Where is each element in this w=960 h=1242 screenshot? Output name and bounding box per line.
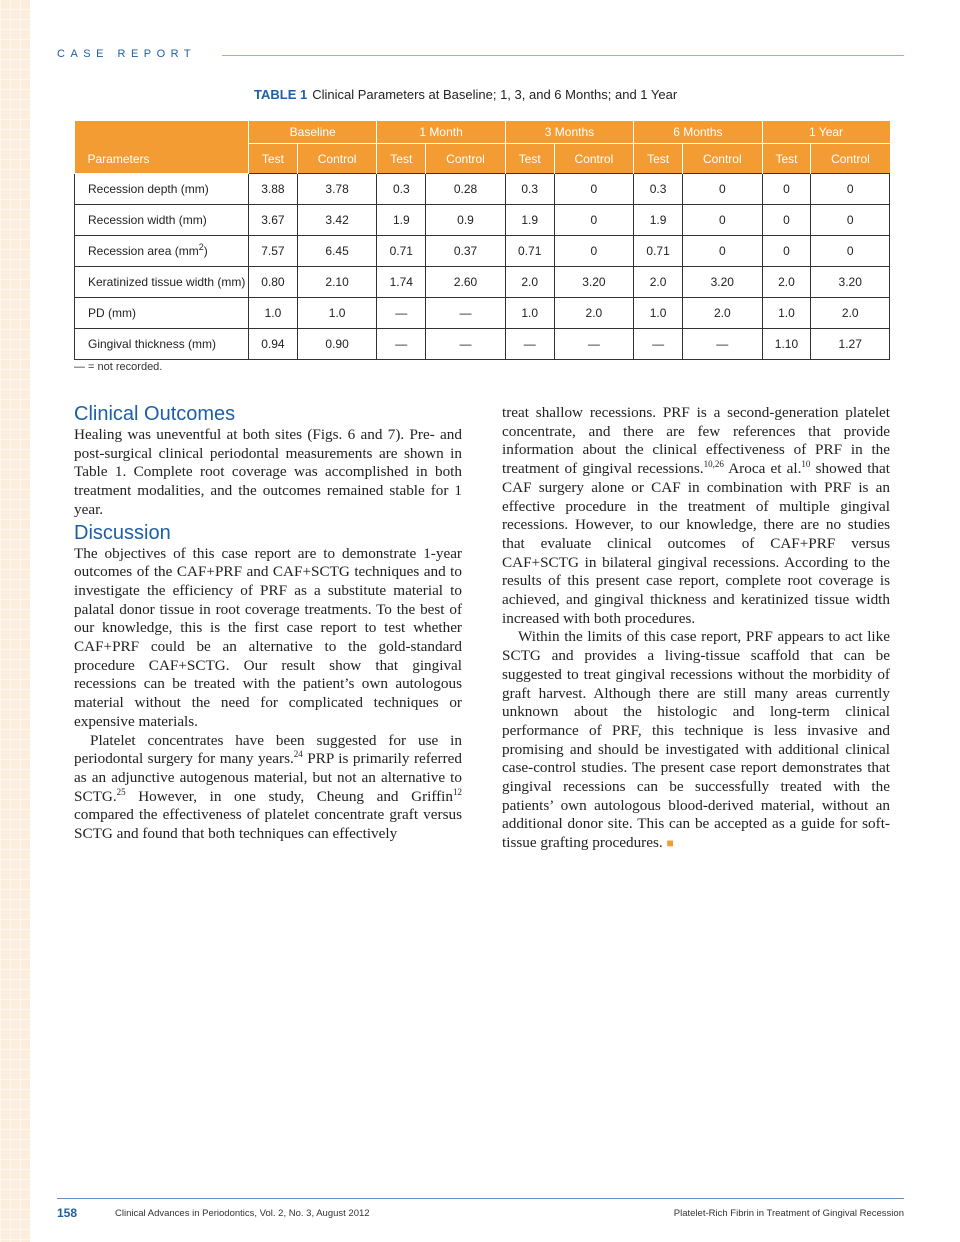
decorative-side-strip [0,0,30,1242]
table-cell: 1.27 [811,329,890,360]
table-cell: 1.0 [634,298,683,329]
table-cell: 0.71 [634,236,683,267]
table-cell: 0 [554,236,634,267]
table-row [75,267,890,298]
table-cell: 3.20 [683,267,763,298]
table-cell: — [554,329,634,360]
table-cell: 1.74 [377,267,426,298]
group-header: 6 Months [634,121,762,144]
right-text-column [502,404,890,853]
subheader-test: Test [634,144,683,174]
journal-citation: Clinical Advances in Periodontics, Vol. 2, No. 3, August 2012 [115,1208,370,1219]
text-run: treat shallow recessions. PRF is a second-generation platelet concentrate, and there are few references that provide information about the clinical effectiveness of PRF in the treatment of gingival recessions. [502,404,890,478]
table-cell: 1.9 [377,205,426,236]
row-label [75,329,249,360]
row-label [75,298,249,329]
table-cell: 2.0 [505,267,554,298]
subheader-control: Control [426,144,506,174]
subheader-test: Test [249,144,298,174]
text-run: Platelet concentrates have been suggested for use in periodontal surgery for many years. [74,731,462,768]
row-label-text: PD (mm) [88,306,136,320]
subheader-control: Control [683,144,763,174]
table-row [75,174,890,205]
heading-clinical-outcomes: Clinical Outcomes [74,403,236,425]
table-cell: 0.3 [505,174,554,205]
text-run: PRP is primarily referred as an adjunctive autogenous material, but not an alternative to SCTG. [74,750,463,805]
table-footnote: — = not recorded. [74,361,163,373]
row-label-text: Gingival thickness (mm) [88,337,217,351]
table-cell: 0.71 [377,236,426,267]
citation: 24 [293,749,303,760]
table-cell: 6.45 [297,236,377,267]
table-cell: 1.9 [634,205,683,236]
text-run: Aroca et al. [723,460,802,478]
table-cell: — [426,329,506,360]
table-cell: 0.28 [426,174,506,205]
row-label-text: ) [203,244,208,258]
paragraph: Healing was uneventful at both sites (Figs. 6 and 7). Pre- and post-surgical clinical periodontal measurements are shown in Table 1. Complete root coverage was accomplished in both treatment modalities, and the outcomes remained stable for 1 year. [74,426,462,518]
table-row [75,236,890,267]
table-label: TABLE 1 [254,87,308,102]
table-cell: — [683,329,763,360]
page-number: 158 [57,1206,78,1220]
table-cell: 1.9 [505,205,554,236]
group-header: 3 Months [505,121,633,144]
heading-discussion: Discussion [74,521,171,544]
table-cell: — [377,298,426,329]
subheader-control: Control [554,144,634,174]
row-label-text: Recession area (mm [88,244,199,258]
table-cell: 2.0 [554,298,634,329]
row-label-text: Recession width (mm) [88,213,207,227]
table-cell: 3.78 [297,174,377,205]
table-cell: 2.0 [683,298,763,329]
clinical-parameters-table [74,121,890,360]
subheader-control: Control [297,144,377,174]
text-run: compared the effectiveness of platelet concentrate graft versus SCTG and found that both techniques can effectively [74,806,462,843]
row-label-text: Keratinized tissue width (mm) [88,275,246,289]
unit-exponent: 2 [198,242,204,252]
left-text-column [74,402,462,844]
table-cell: 0 [683,236,763,267]
table-cell: 0.3 [634,174,683,205]
table-cell: 2.0 [634,267,683,298]
section-label: CASE REPORT [57,48,197,60]
table-row [75,329,890,360]
paragraph [502,404,890,628]
table-cell: — [634,329,683,360]
paragraph [502,628,890,852]
table-cell: 0.71 [505,236,554,267]
table-cell: 2.10 [297,267,377,298]
citation: 10 [801,459,811,470]
row-label [75,236,249,267]
table-row [75,205,890,236]
subheader-test: Test [505,144,554,174]
citation: 25 [116,786,126,797]
text-run: However, in one study, Cheung and Griffin [125,787,453,805]
row-label-text: Recession depth (mm) [88,182,209,196]
table-cell: 0 [762,236,811,267]
table-cell: 0.94 [249,329,298,360]
table-cell: 3.67 [249,205,298,236]
table-group-header-row [75,121,890,144]
row-label [75,205,249,236]
table-cell: 0.9 [426,205,506,236]
table-cell: 0 [811,236,890,267]
row-label [75,267,249,298]
table-cell: 2.0 [811,298,890,329]
table-cell: 0 [683,174,763,205]
group-header: 1 Month [377,121,505,144]
paragraph: The objectives of this case report are to demonstrate 1-year outcomes of the CAF+PRF and CAF+SCTG techniques and to investigate the efficiency of PRF as a substitute material to palatal donor tissue in root coverage treatments. To the best of our knowledge, this is the first case report to test whether CAF+PRF could be an alternative to the gold-standard procedure CAF+SCTG. Our result show that gingival recessions can be treated with the patient’s own autologous material without the need for complicated techniques or expensive materials. [74,544,462,730]
subheader-test: Test [377,144,426,174]
table-cell: 0 [554,205,634,236]
row-label [75,174,249,205]
end-of-article-icon: ■ [666,836,674,851]
group-header: Baseline [249,121,377,144]
table-cell: 2.0 [762,267,811,298]
paragraph [74,732,462,844]
table-cell: 0 [811,174,890,205]
table-cell: 3.20 [811,267,890,298]
table-cell: 0.90 [297,329,377,360]
table-cell: 0 [554,174,634,205]
subheader-test: Test [762,144,811,174]
table-caption [254,87,677,102]
header-rule [222,55,904,56]
table-cell: 0 [762,205,811,236]
param-column-header: Parameters [75,121,249,174]
table-row [75,298,890,329]
footer-rule [57,1198,904,1199]
table-cell: 1.0 [762,298,811,329]
table-cell: 3.42 [297,205,377,236]
table-cell: 7.57 [249,236,298,267]
citation: 12 [453,786,462,797]
table-cell: 0 [762,174,811,205]
text-run: showed that CAF surgery alone or CAF in combination with PRF is an effective procedure in the treatment of multiple gingival recessions. However, to our knowledge, there are no studies that evaluate clinical outcomes of CAF+PRF versus CAF+SCTG in bilateral gingival recessions. According to the results of this present case report, complete root coverage is achieved, and gingival thickness and keratinized tissue width increased with both procedures. [502,460,890,627]
group-header: 1 Year [762,121,889,144]
citation: 10,26 [703,459,724,470]
table-cell: 1.10 [762,329,811,360]
subheader-control: Control [811,144,890,174]
table-cell: 1.0 [297,298,377,329]
table-cell: 0.3 [377,174,426,205]
table-cell: — [505,329,554,360]
table-title: Clinical Parameters at Baseline; 1, 3, and 6 Months; and 1 Year [312,87,678,102]
text-run: Within the limits of this case report, PRF appears to act like SCTG and provides a living-tissue scaffold that can be suggested to treat gingival recessions without the morbidity of graft harvest. Although there are still many areas currently unknown about the histologic and long-term clinical performance of PRF, this technique is less invasive and promising and should be investigated with additional clinical case-control studies. The present case report demonstrates that gingival recessions can be successfully treated with the patients’ own autologous blood-derived material, without an additional donor site. This can be accepted as a guide for soft-tissue grafting procedures. [502,628,890,852]
table-cell: — [426,298,506,329]
table-cell: 1.0 [505,298,554,329]
running-title: Platelet-Rich Fibrin in Treatment of Gingival Recession [673,1208,904,1219]
table-cell: 1.0 [249,298,298,329]
table-cell: 3.88 [249,174,298,205]
table-cell: 2.60 [426,267,506,298]
table-cell: 0 [811,205,890,236]
table-cell: — [377,329,426,360]
table-cell: 0.80 [249,267,298,298]
table-cell: 3.20 [554,267,634,298]
table-cell: 0.37 [426,236,506,267]
table-cell: 0 [683,205,763,236]
